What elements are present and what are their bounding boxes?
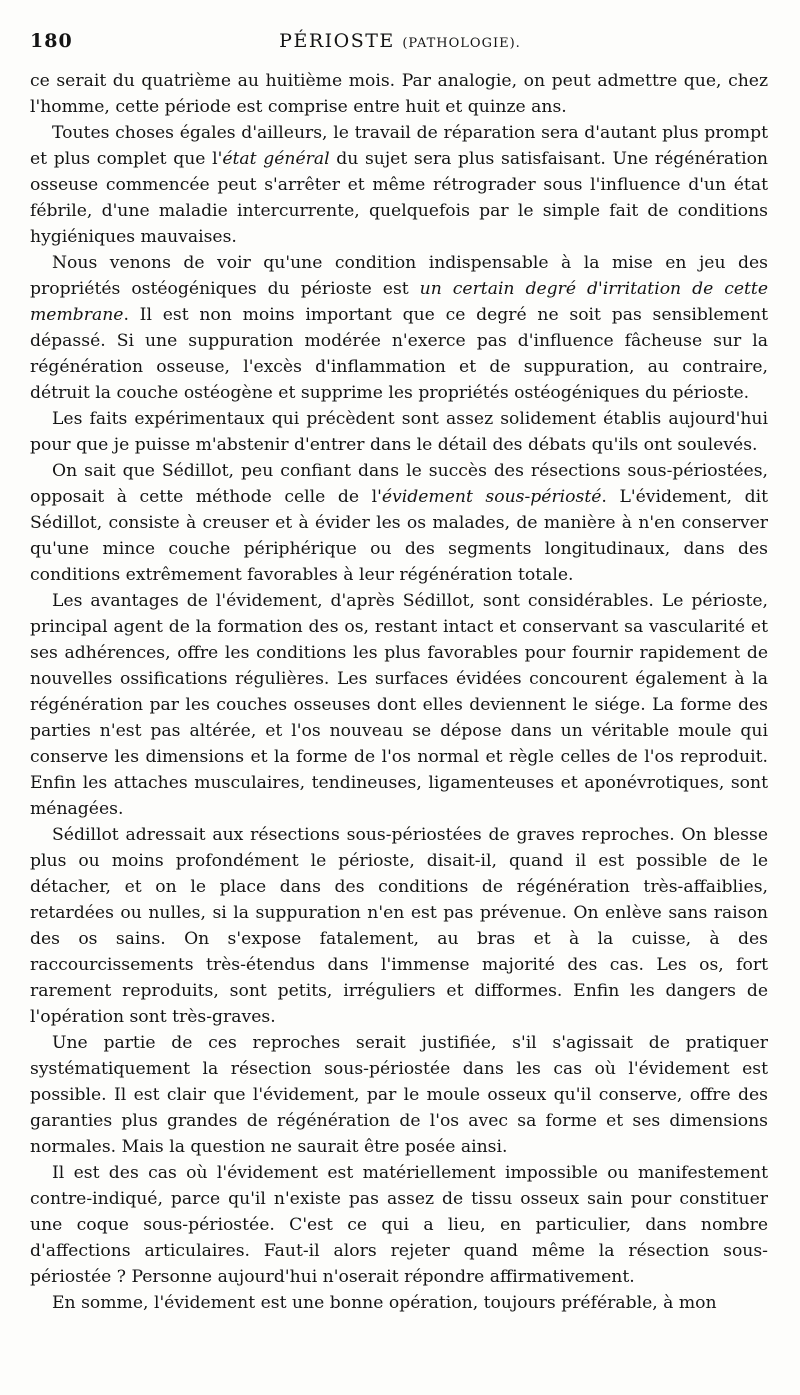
running-title (30, 30, 770, 52)
text-run: En somme, l'évidement est une bonne opération, toujours préférable, à mon (52, 1293, 717, 1313)
paragraph (30, 120, 768, 250)
header-title: PÉRIOSTE (279, 30, 395, 52)
header-subtitle: (PATHOLOGIE). (402, 36, 521, 51)
paragraph (30, 1160, 768, 1290)
text-run: Sédillot adressait aux résections sous-périostées de graves reproches. On blesse plus ou moins profondément le périoste, disait-il, quand il est possible de le détacher, et on le place dans des conditions de régénération très-affaiblies, retardées ou nulles, si la suppuration n'en est pas prévenue. On enlève sans raison des os sains. On s'expose fatalement, au bras et à la cuisse, à des raccourcissements très-étendus dans l'immense majorité des cas. Les os, fort rarement reproduits, sont petits, irréguliers et difformes. Enfin les dangers de l'opération sont très-graves. (30, 825, 768, 1027)
text-run: . Il est non moins important que ce degré ne soit pas sensiblement dépassé. Si une suppuration modérée n'exerce pas d'influence fâcheuse sur la régénération osseuse, l'excès d'inflammation et de suppuration, au contraire, détruit la couche ostéogène et supprime les propriétés ostéogéniques du périoste. (30, 305, 768, 403)
page-number: 180 (30, 30, 73, 52)
text-run: Toutes choses égales d'ailleurs, le travail de réparation sera d'autant plus prompt et plus complet que l' (30, 123, 768, 169)
paragraph (30, 250, 768, 406)
paragraph (30, 588, 768, 822)
italic-text: un certain degré d'irritation de cette membrane (30, 279, 769, 325)
body-text (30, 68, 768, 1316)
paragraph (30, 822, 768, 1030)
text-run: ce serait du quatrième au huitième mois. Par analogie, on peut admettre que, chez l'homme, cette période est comprise entre huit et quinze ans. (30, 71, 768, 117)
paragraph (30, 68, 768, 120)
text-run: du sujet sera plus satisfaisant. Une régénération osseuse commencée peut s'arrêter et même rétrograder sous l'influence d'un état fébrile, d'une maladie intercurrente, quelquefois par le simple fait de conditions hygiéniques mauvaises. (30, 149, 768, 247)
paragraph (30, 1290, 768, 1316)
text-run: Nous venons de voir qu'une condition indispensable à la mise en jeu des propriétés ostéogéniques du périoste est (30, 253, 768, 299)
paragraph (30, 1030, 768, 1160)
italic-text: évidement sous-périosté (381, 487, 602, 507)
text-run: Les faits expérimentaux qui précèdent sont assez solidement établis aujourd'hui pour que je puisse m'abstenir d'entrer dans le détail des débats qu'ils ont soulevés. (30, 409, 768, 455)
paragraph (30, 458, 768, 588)
italic-text: état général (222, 149, 330, 169)
text-run: Les avantages de l'évidement, d'après Sédillot, sont considérables. Le périoste, principal agent de la formation des os, restant intact et conservant sa vascularité et ses adhérences, offre les conditions les plus favorables pour fournir rapidement de nouvelles ossifications régulières. Les surfaces évidées concourent également à la régénération par les couches osseuses dont elles deviennent le siége. La forme des parties n'est pas altérée, et l'os nouveau se dépose dans un véritable moule qui conserve les dimensions et la forme de l'os normal et règle celles de l'os reproduit. Enfin les attaches musculaires, tendineuses, ligamenteuses et aponévrotiques, sont ménagées. (30, 591, 768, 819)
text-run: Une partie de ces reproches serait justifiée, s'il s'agissait de pratiquer systématiquement la résection sous-périostée dans les cas où l'évidement est possible. Il est clair que l'évidement, par le moule osseux qu'il conserve, offre des garanties plus grandes de régénération de l'os avec sa forme et ses dimensions normales. Mais la question ne saurait être posée ainsi. (30, 1033, 768, 1157)
text-run: Il est des cas où l'évidement est matériellement impossible ou manifestement contre-indiqué, parce qu'il n'existe pas assez de tissu osseux sain pour constituer une coque sous-périostée. C'est ce qui a lieu, en particulier, dans nombre d'affections articulaires. Faut-il alors rejeter quand même la résection sous-périostée ? Personne aujourd'hui n'oserait répondre affirmativement. (30, 1163, 768, 1287)
running-header (30, 30, 770, 60)
paragraph (30, 406, 768, 458)
text-run: . L'évidement, dit Sédillot, consiste à creuser et à évider les os malades, de manière à n'en conserver qu'une mince couche périphérique ou des segments longitudinaux, dans des conditions extrêmement favorables à leur régénération totale. (30, 487, 768, 585)
text-run: On sait que Sédillot, peu confiant dans le succès des résections sous-périostées, opposait à cette méthode celle de l' (30, 461, 768, 507)
